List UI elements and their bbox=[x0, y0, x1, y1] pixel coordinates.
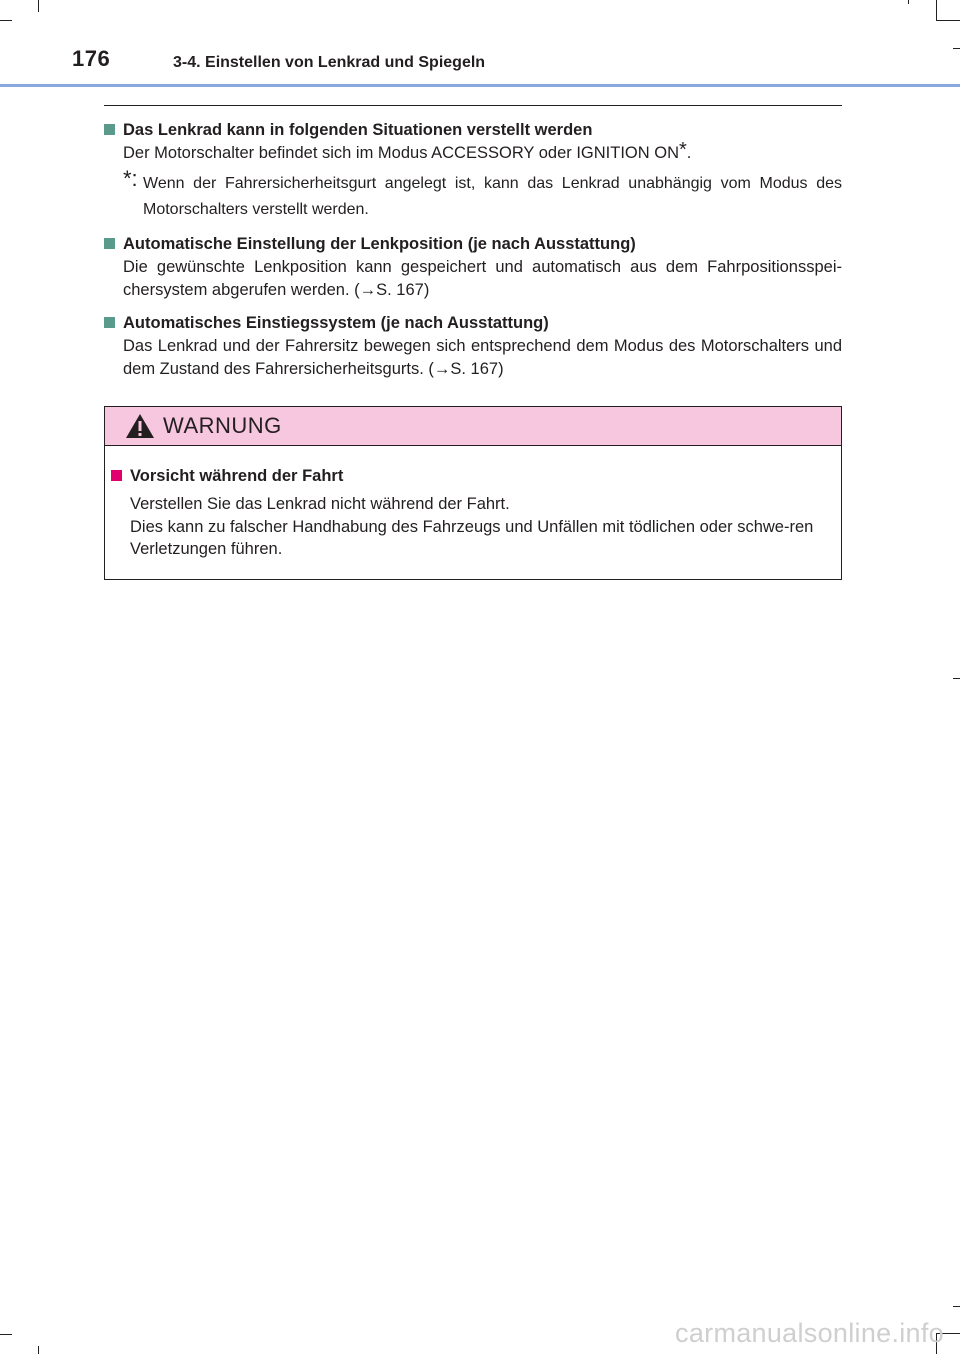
crop-mark bbox=[953, 1306, 960, 1307]
page-number: 176 bbox=[72, 46, 111, 71]
crop-mark bbox=[0, 1334, 12, 1335]
section-heading: Das Lenkrad kann in folgenden Situationen verstellt werden bbox=[104, 118, 842, 142]
section-entry-system bbox=[104, 311, 842, 381]
watermark: carmanualsonline.info bbox=[675, 1318, 944, 1348]
section-text: Das Lenkrad und der Fahrersitz bewegen sich entsprechend dem Modus des Motorschalters und dem Zustand des Fahrersicherheitsgurts. (→S. 167) bbox=[123, 337, 842, 378]
square-bullet-icon bbox=[104, 124, 115, 135]
square-bullet-icon bbox=[111, 470, 122, 481]
footnote bbox=[104, 166, 842, 223]
crop-mark bbox=[953, 678, 960, 679]
section-adjustable-situations bbox=[104, 118, 842, 223]
page-header bbox=[0, 0, 960, 90]
warning-text: Verstellen Sie das Lenkrad nicht während der Fahrt. Dies kann zu falscher Handhabung des Fahrzeugs und Unfällen mit tödlichen oder schwe-ren Verletzungen führen. bbox=[130, 495, 814, 558]
footnote-text: Wenn der Fahrersicherheitsgurt angelegt ist, kann das Lenkrad unabhängig vom Modus des Motorschalters verstellt werden. bbox=[143, 175, 842, 218]
section-automatic-position bbox=[104, 232, 842, 302]
warning-box bbox=[104, 406, 842, 580]
footnote-asterisk: * bbox=[679, 139, 687, 161]
warning-heading: Vorsicht während der Fahrt bbox=[111, 464, 829, 488]
section-heading: Automatisches Einstiegssystem (je nach Ausstattung) bbox=[104, 311, 842, 335]
section-text: Die gewünschte Lenkposition kann gespeichert und automatisch aus dem Fahrpositionsspei-chersystem abgerufen werden. (→S. 167) bbox=[123, 258, 842, 299]
footnote-mark: *: bbox=[123, 166, 138, 191]
main-content bbox=[104, 105, 842, 390]
warning-title: WARNUNG bbox=[163, 413, 282, 438]
section-rule bbox=[104, 105, 842, 106]
square-bullet-icon bbox=[104, 238, 115, 249]
warning-triangle-icon bbox=[125, 413, 155, 439]
section-heading: Automatische Einstellung der Lenkposition (je nach Ausstattung) bbox=[104, 232, 842, 256]
header-divider bbox=[0, 84, 960, 87]
square-bullet-icon bbox=[104, 317, 115, 328]
section-text: Der Motorschalter befindet sich im Modus ACCESSORY oder IGNITION ON*. bbox=[123, 139, 692, 162]
warning-body bbox=[105, 446, 841, 561]
warning-header bbox=[105, 407, 841, 446]
chapter-title: 3-4. Einstellen von Lenkrad und Spiegeln bbox=[173, 54, 486, 71]
crop-mark bbox=[38, 1346, 39, 1354]
